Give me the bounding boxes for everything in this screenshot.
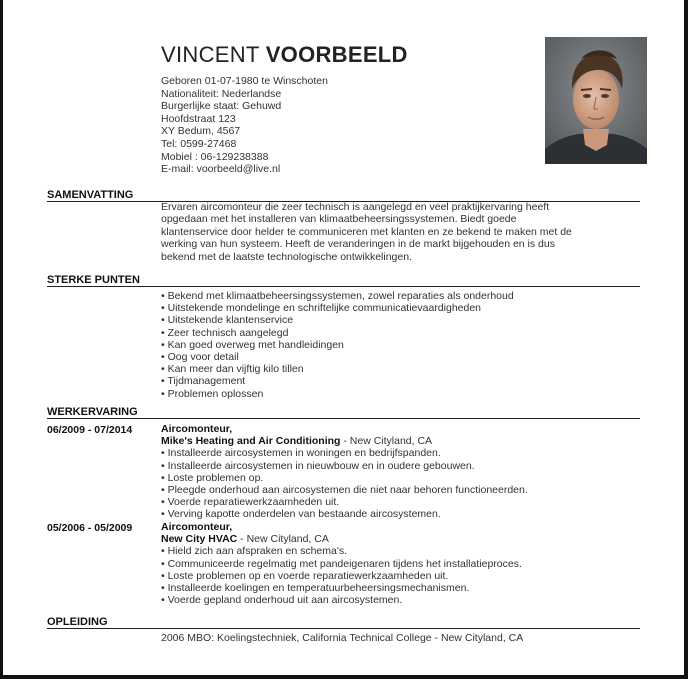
strengths-heading: STERKE PUNTEN — [47, 274, 140, 286]
list-item: • Zeer technisch aangelegd — [161, 327, 651, 339]
profile-photo — [545, 37, 647, 164]
job-entry — [161, 423, 651, 521]
section-divider — [47, 286, 640, 287]
contact-line: XY Bedum, 4567 — [161, 125, 241, 138]
job-dates: 06/2009 - 07/2014 — [47, 424, 133, 436]
list-item: • Problemen oplossen — [161, 388, 651, 400]
contact-line: E-mail: voorbeeld@live.nl — [161, 163, 281, 176]
company-name: New City HVAC — [161, 533, 238, 546]
list-item: • Hield zich aan afspraken en schema's. — [161, 545, 651, 557]
summary-line: Ervaren aircomonteur die zeer technisch is aangelegd en veel praktijkervaring heeft — [161, 201, 550, 213]
company-location: - New Cityland, CA — [237, 533, 329, 546]
education-heading: OPLEIDING — [47, 616, 108, 628]
summary-line: opgedaan met het installeren van klimaatbeheersingssystemen. Biedt goede — [161, 213, 517, 226]
contact-line: Tel: 0599-27468 — [161, 137, 237, 150]
education-entry: 2006 MBO: Koelingstechniek, California Technical College - New Cityland, CA — [161, 632, 524, 644]
job-duties — [161, 447, 651, 520]
list-item: • Tijdmanagement — [161, 375, 651, 387]
summary-line: bekend met de laatste technologische ontwikkelingen. — [161, 250, 412, 263]
section-divider — [47, 418, 640, 419]
contact-line: Mobiel : 06-129238388 — [161, 150, 269, 163]
contact-line: Hoofdstraat 123 — [161, 112, 236, 125]
job-duties — [161, 545, 651, 606]
job-entry — [161, 521, 651, 606]
list-item: • Verving kapotte onderdelen van bestaande aircosystemen. — [161, 508, 651, 520]
job-dates: 05/2006 - 05/2009 — [47, 522, 133, 534]
list-item: • Uitstekende klantenservice — [161, 314, 651, 326]
candidate-name — [161, 42, 408, 68]
job-employer — [161, 435, 651, 447]
list-item: • Voerde reparatiewerkzaamheden uit. — [161, 496, 651, 508]
list-item: • Installeerde koelingen en temperatuurbeheersingsmechanismen. — [161, 582, 651, 594]
list-item: • Bekend met klimaatbeheersingssystemen, zowel reparaties als onderhoud — [161, 290, 651, 302]
experience-heading: WERKERVARING — [47, 406, 138, 418]
contact-line: Nationaliteit: Nederlandse — [161, 87, 282, 100]
last-name: VOORBEELD — [265, 42, 408, 67]
list-item: • Voerde gepland onderhoud uit aan aircosystemen. — [161, 594, 651, 606]
summary-line: klantenservice door helder te communiceren met klanten en ze bekend te maken met de — [161, 225, 572, 238]
job-title: Aircomonteur, — [161, 521, 233, 533]
company-location: - New Cityland, CA — [340, 435, 433, 448]
list-item: • Installeerde aircosystemen in woningen en bedrijfspanden. — [161, 447, 651, 459]
list-item: • Oog voor detail — [161, 351, 651, 363]
list-item: • Kan meer dan vijftig kilo tillen — [161, 363, 651, 375]
list-item: • Communiceerde regelmatig met pandeigenaren tijdens het installatieproces. — [161, 558, 651, 570]
contact-line: Burgerlijke staat: Gehuwd — [161, 100, 282, 113]
summary-line: werking van hun systeem. Heeft de veranderingen in de markt bijgehouden en is dus — [161, 238, 555, 251]
section-divider — [47, 628, 640, 629]
list-item: • Loste problemen op en voerde reparatiewerkzaamheden uit. — [161, 570, 651, 582]
list-item: • Pleegde onderhoud aan aircosystemen die niet naar behoren functioneerden. — [161, 484, 651, 496]
contact-info — [161, 75, 328, 176]
summary-text — [161, 201, 651, 263]
summary-heading: SAMENVATTING — [47, 189, 134, 201]
list-item: • Installeerde aircosystemen in nieuwbouw en in oudere gebouwen. — [161, 460, 651, 472]
strengths-list — [161, 290, 651, 400]
list-item: • Kan goed overweg met handleidingen — [161, 339, 651, 351]
contact-line: Geboren 01-07-1980 te Winschoten — [161, 75, 328, 87]
first-name: VINCENT — [161, 42, 260, 67]
job-employer — [161, 533, 651, 545]
company-name: Mike's Heating and Air Conditioning — [161, 435, 341, 448]
job-title: Aircomonteur, — [161, 423, 233, 435]
list-item: • Uitstekende mondelinge en schriftelijke communicatievaardigheden — [161, 302, 651, 314]
list-item: • Loste problemen op. — [161, 472, 651, 484]
